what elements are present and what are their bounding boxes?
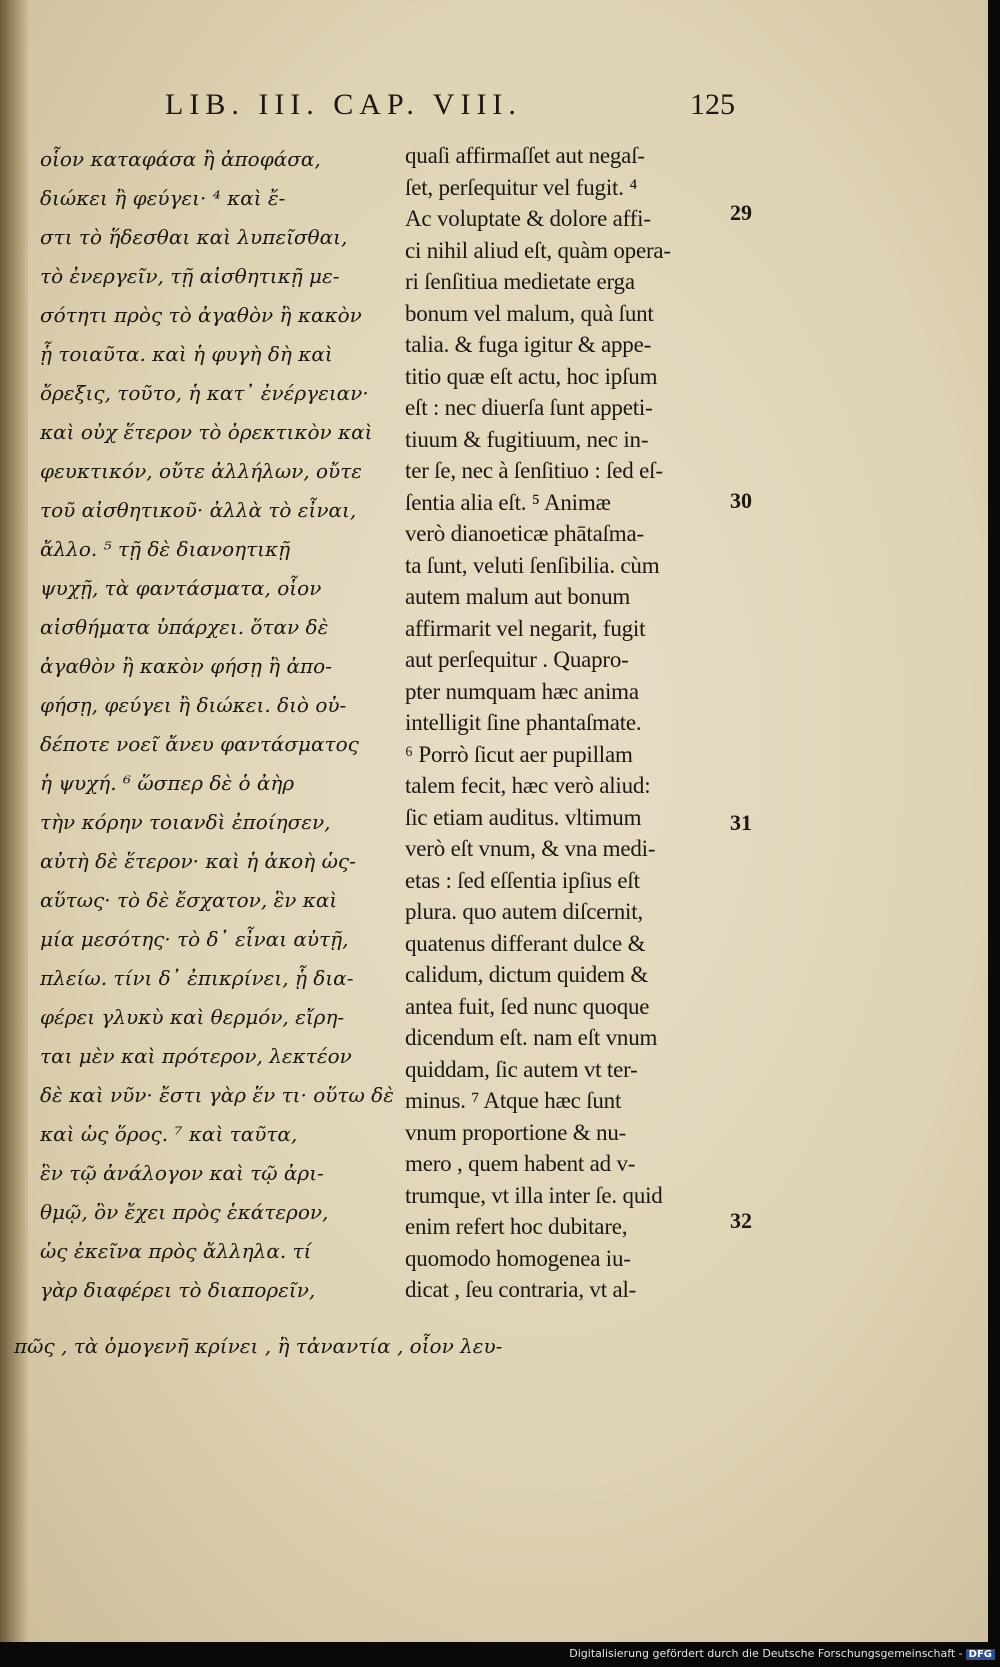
greek-text-line: αὕτως· τὸ δὲ ἔσχατον, ἓν καὶ	[40, 888, 338, 912]
latin-text-line: aut perſequitur . Quapro-	[405, 647, 629, 672]
latin-text-line: ter ſe, nec à ſenſitiuo : ſed eſ-	[405, 458, 663, 483]
greek-text-line: ὄρεξις, τοῦτο, ἡ κατ᾽ ἐνέργειαν·	[40, 381, 369, 405]
latin-text-line: plura. quo autem diſcernit,	[405, 899, 643, 924]
latin-text-line: minus. ⁷ Atque hæc ſunt	[405, 1088, 622, 1113]
margin-number-32: 32	[730, 1208, 752, 1233]
greek-text-line: φήσῃ, φεύγει ἢ διώκει. διὸ οὐ-	[40, 693, 347, 717]
margin-number-30: 30	[730, 488, 752, 513]
greek-text-line: πλείω. τίνι δ᾽ ἐπικρίνει, ᾗ δια-	[40, 966, 354, 990]
latin-text-line: titio quæ eſt actu, hoc ipſum	[405, 363, 658, 389]
greek-column	[40, 140, 395, 1310]
latin-text-line: bonum vel malum, quà ſunt	[405, 300, 654, 326]
greek-text-line: τὴν κόρην τοιανδὶ ἐποίησεν,	[40, 810, 331, 834]
greek-text-line: αἰσθήματα ὑπάρχει. ὅταν δὲ	[40, 615, 329, 639]
greek-text-line: ἡ ψυχή. ⁶ ὥσπερ δὲ ὁ ἀὴρ	[40, 771, 295, 795]
latin-text-line: ſic etiam auditus. vltimum	[405, 804, 642, 830]
latin-text-line: quaſi affirmaſſet aut negaſ-	[405, 143, 645, 168]
greek-text-line: θμῷ, ὂν ἔχει πρὸς ἑκάτερον,	[40, 1200, 329, 1224]
greek-text-line: ται μὲν καὶ πρότερον, λεκτέον	[40, 1044, 352, 1068]
latin-text-line: vnum proportione & nu-	[405, 1119, 627, 1145]
footer-text: Digitalisierung gefördert durch die Deutsche Forschungsgemeinschaft -	[569, 1647, 963, 1660]
latin-column	[405, 140, 725, 1306]
latin-text-line: ci nihil aliud eſt, quàm opera-	[405, 237, 671, 263]
greek-text-line: καὶ οὐχ ἕτερον τὸ ὀρεκτικὸν καὶ	[40, 420, 373, 444]
greek-text-line: στι τὸ ἥδεσθαι καὶ λυπεῖσθαι,	[40, 225, 348, 249]
greek-text-line: ὡς ἐκεῖνα πρὸς ἄλληλα. τί	[40, 1239, 312, 1263]
greek-text-line: ᾗ τοιαῦτα. καὶ ἡ φυγὴ δὴ καὶ	[40, 342, 333, 366]
latin-text-line: ſentia alia eſt. ⁵ Animæ	[405, 489, 611, 515]
greek-text-line: ἄλλο. ⁵ τῇ δὲ διανοητικῇ	[40, 537, 291, 561]
latin-text-line: ⁶ Porrò ſicut aer pupillam	[405, 741, 633, 767]
latin-text-line: ri ſenſitiua medietate erga	[405, 269, 635, 294]
latin-text-line: talem fecit, hæc verò aliud:	[405, 773, 651, 798]
greek-text-line: δέποτε νοεῖ ἄνευ φαντάσματος	[40, 732, 359, 756]
greek-text-line: γὰρ διαφέρει τὸ διαπορεῖν,	[40, 1278, 316, 1302]
latin-text-line: affirmarit vel negarit, fugit	[405, 615, 646, 641]
margin-number-29: 29	[730, 200, 752, 225]
latin-text-line: eſt : nec diuerſa ſunt appeti-	[405, 395, 653, 420]
greek-text-line: ἀγαθὸν ἢ κακὸν φήσῃ ἢ ἀπο-	[40, 654, 332, 678]
greek-text-line: τὸ ἐνεργεῖν, τῇ αἰσθητικῇ με-	[40, 264, 340, 288]
latin-text-line: trumque, vt illa inter ſe. quid	[405, 1182, 663, 1208]
latin-text-line: enim refert hoc dubitare,	[405, 1214, 628, 1239]
greek-text-line: φέρει γλυκὺ καὶ θερμόν, εἴρη-	[40, 1005, 345, 1029]
latin-text-line: ta ſunt, veluti ſenſibilia. cùm	[405, 552, 660, 578]
greek-text-line: καὶ ὡς ὅρος. ⁷ καὶ ταῦτα,	[40, 1122, 298, 1146]
greek-text-line: ἓν τῷ ἀνάλογον καὶ τῷ ἀρι-	[40, 1161, 324, 1185]
greek-text-line: σότητι πρὸς τὸ ἀγαθὸν ἢ κακὸν	[40, 303, 362, 327]
latin-text-line: autem malum aut bonum	[405, 584, 631, 609]
latin-text-line: Ac voluptate & dolore affi-	[405, 206, 651, 231]
latin-text-line: dicendum eſt. nam eſt vnum	[405, 1025, 658, 1050]
greek-text-line: οἷον καταφάσα ἢ ἀποφάσα,	[40, 147, 321, 171]
margin-number-31: 31	[730, 810, 752, 835]
latin-text-line: intelligit ſine phantaſmate.	[405, 710, 642, 735]
greek-text-line: ψυχῇ, τὰ φαντάσματα, οἷον	[40, 576, 322, 600]
latin-text-line: quatenus differant dulce &	[405, 930, 646, 956]
latin-text-line: dicat , ſeu contraria, vt al-	[405, 1277, 637, 1302]
latin-text-line: verò eſt vnum, & vna medi-	[405, 836, 656, 861]
greek-text-line: τοῦ αἰσθητικοῦ· ἀλλὰ τὸ εἶναι,	[40, 498, 357, 522]
greek-text-line: φευκτικόν, οὔτε ἀλλήλων, οὔτε	[40, 459, 362, 483]
latin-text-line: antea fuit, ſed nunc quoque	[405, 993, 650, 1019]
page-number: 125	[690, 88, 735, 121]
latin-text-line: verò dianoeticæ phātaſma-	[405, 521, 644, 546]
greek-text-line: δὲ καὶ νῦν· ἔστι γὰρ ἕν τι· οὕτω δὲ	[40, 1083, 394, 1107]
latin-text-line: quiddam, ſic autem vt ter-	[405, 1056, 638, 1082]
dfg-logo: DFG	[966, 1649, 995, 1660]
latin-text-line: talia. & fuga igitur & appe-	[405, 332, 652, 357]
greek-text-line: μία μεσότης· τὸ δ᾽ εἶναι αὐτῇ,	[40, 927, 349, 951]
greek-text-line: αὐτὴ δὲ ἕτερον· καὶ ἡ ἀκοὴ ὡς-	[40, 849, 356, 873]
page-gutter	[0, 0, 28, 1642]
greek-last-line: πῶς , τὰ ὁμογενῆ κρίνει , ἢ τἀναντία , οἷον λευ-	[14, 1334, 503, 1358]
latin-text-line: quomodo homogenea iu-	[405, 1245, 631, 1271]
latin-text-line: calidum, dictum quidem &	[405, 962, 649, 987]
latin-text-line: etas : ſed eſſentia ipſius eſt	[405, 867, 640, 893]
greek-text-line: διώκει ἢ φεύγει· ⁴ καὶ ἔ-	[40, 186, 286, 210]
latin-text-line: pter numquam hæc anima	[405, 678, 639, 704]
latin-text-line: ſet, perſequitur vel fugit. ⁴	[405, 174, 638, 200]
latin-text-line: mero , quem habent ad v-	[405, 1151, 636, 1176]
digitization-footer	[0, 1647, 995, 1665]
latin-text-line: tiuum & fugitiuum, nec in-	[405, 426, 649, 452]
running-title: LIB. III. CAP. VIII.	[165, 88, 522, 121]
